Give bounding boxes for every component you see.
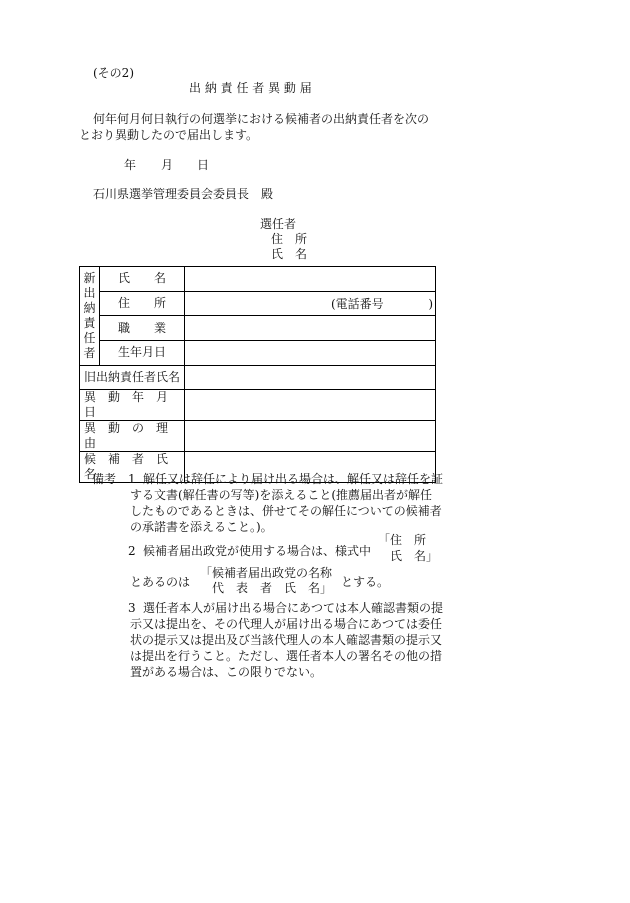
field-change-date[interactable] [185,390,436,421]
form-number: (その2) [93,66,134,80]
note-2-line-2-suffix: とする。 [341,575,390,589]
vertical-char: 出 [83,285,96,300]
table-row [80,291,436,316]
notes-heading: 備考 [92,472,117,486]
date-month: 月 [161,158,174,172]
label-change-reason: 異 動 の 理 由 [80,421,185,452]
intro-line-2: とおり異動したので届出します。 [79,128,259,142]
field-occupation[interactable] [185,316,436,341]
note-3-line: 状の提示又は提出及び当該代理人の本人確認書類の提示又 [130,633,443,647]
note-1-line: 解任又は辞任により届け出る場合は、解任又は辞任を証 [143,472,444,486]
label-birthdate: 生年月日 [100,341,185,366]
vertical-char: 任 [83,330,96,345]
appointer-name: 氏 名 [271,247,308,261]
form-table [79,266,436,483]
table-row [80,421,436,452]
field-name[interactable] [185,267,436,292]
field-birthdate[interactable] [185,341,436,366]
label-change-date: 異 動 年 月 日 [80,390,185,421]
note-3-line: 選任者本人が届け出る場合にあつては本人確認書類の提 [143,601,444,615]
table-row [80,390,436,421]
note-1-line: したものであるときは、併せてその解任についての候補者 [130,504,442,518]
addressee: 石川県選挙管理委員会委員長 殿 [93,187,274,201]
intro-line-1: 何年何月何日執行の何選挙における候補者の出納責任者を次の [93,112,430,126]
note-3-line: は提出を行うこと。ただし、選任者本人の署名その他の措 [130,649,443,663]
note-2-line-1: 候補者届出政党が使用する場合は、様式中 [143,544,372,558]
form-title: 出 納 責 任 者 異 動 届 [189,81,312,95]
vertical-char: 者 [83,345,96,360]
note-1-line: する文書(解任書の写等)を添えること(推薦届出者が解任 [130,488,433,502]
note-2-number: 2 [128,544,136,558]
note-2-bracket-2-bottom: 代 表 者 氏 名」 [200,581,333,595]
label-name: 氏 名 [100,267,185,292]
label-candidate-name: 候 補 者 氏 名 [80,452,185,483]
appointer-label: 選任者 [260,217,297,231]
table-row [80,341,436,366]
note-2-bracket-2-top: 「候補者届出政党の名称 [200,566,333,580]
label-former-treasurer: 旧出納責任者氏名 [80,365,185,390]
note-2-line-2-prefix: とあるのは [130,575,191,589]
field-change-reason[interactable] [185,421,436,452]
note-3-line: 示又は提出を、その代理人が届け出る場合にあつては委任 [130,617,443,631]
note-3-line: 置がある場合は、この限りでない。 [130,665,323,679]
label-address: 住 所 [100,291,185,316]
note-2-bracket-1-bottom: 氏 名」 [378,549,439,563]
note-1-number: 1 [128,472,136,486]
vertical-char: 納 [83,300,96,315]
table-row [80,267,436,292]
phone-close: ) [428,296,433,311]
phone-label: (電話番号 [331,296,384,311]
field-address[interactable] [185,291,436,316]
table-row [80,316,436,341]
vertical-char: 責 [83,315,96,330]
table-row [80,365,436,390]
vertical-char: 新 [83,270,96,285]
date-year: 年 [124,158,137,172]
label-occupation: 職 業 [100,316,185,341]
appointer-address: 住 所 [271,232,308,246]
note-3-number: 3 [128,601,136,615]
date-day: 日 [197,158,210,172]
note-1-line: の承諾書を添えること。)。 [130,520,273,534]
field-former-treasurer[interactable] [185,365,436,390]
new-treasurer-group-label [80,267,100,366]
note-2-bracket-1-top: 「住 所 [378,533,427,547]
